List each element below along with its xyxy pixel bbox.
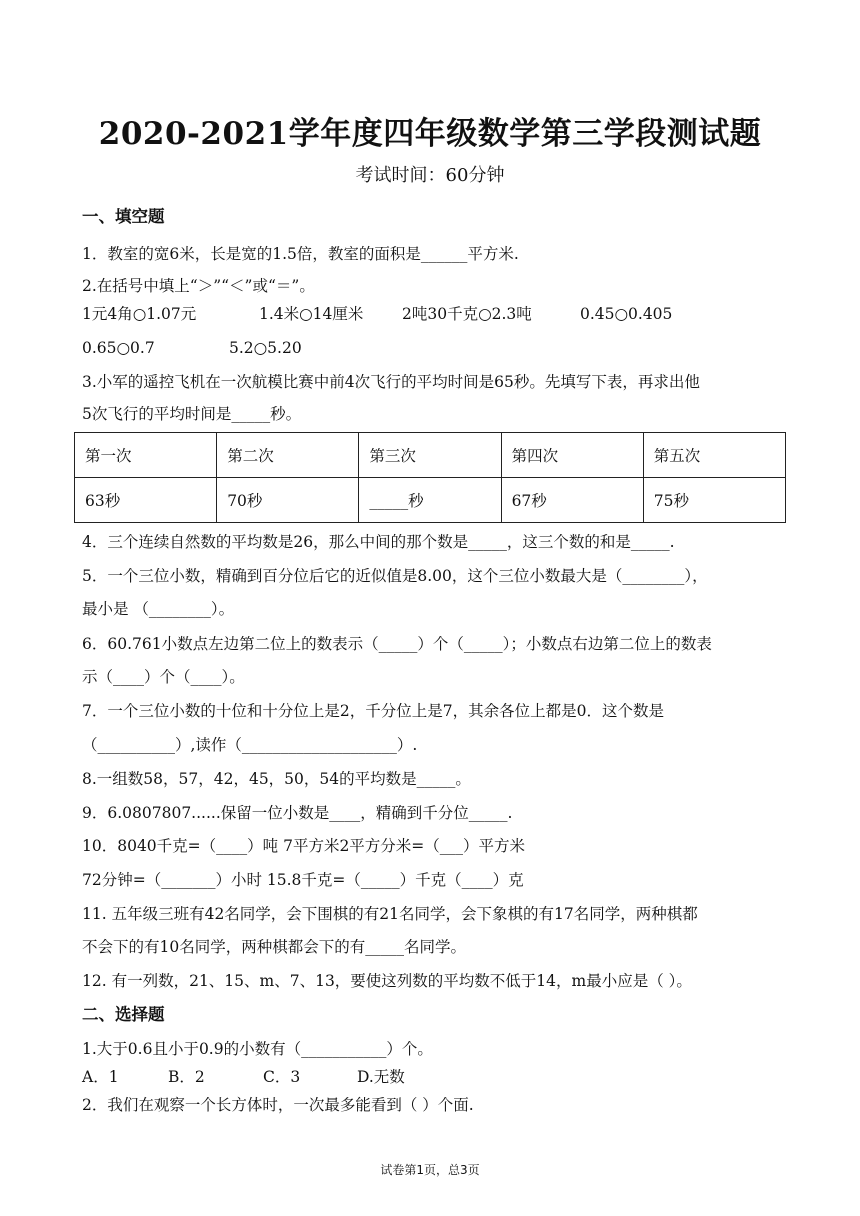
question-8: 8.一组数58，57，42，45，50，54的平均数是_____。 <box>82 770 471 788</box>
question-12: 12. 有一列数，21、15、m、7、13，要使这列数的平均数不低于14，m最小应是（ ）。 <box>82 972 692 990</box>
question-2: 2.在括号中填上“＞”“＜”或“＝”。 <box>82 277 315 295</box>
choice-option-d: D.无数 <box>357 1068 405 1086</box>
table-header-cell: 第三次 <box>359 433 501 478</box>
table-row <box>75 478 786 523</box>
page-footer: 试卷第1页，总3页 <box>380 1163 480 1177</box>
question-7-line-2: （__________）,读作（____________________）. <box>82 736 418 754</box>
question-9: 9．6.0807807......保留一位小数是____，精确到千分位_____. <box>82 804 513 822</box>
question-11-line-2: 不会下的有10名同学，两种棋都会下的有_____名同学。 <box>82 938 466 956</box>
compare-item: 0.45○0.405 <box>580 305 673 323</box>
table-cell: 70秒 <box>217 478 359 523</box>
table-header-cell: 第五次 <box>643 433 785 478</box>
question-6-line-1: 6．60.761小数点左边第二位上的数表示（_____）个（_____）；小数点右边第二位上的数表 <box>82 635 712 653</box>
choice-option-c: C．3 <box>263 1068 301 1086</box>
compare-item: 1元4角○1.07元 <box>82 305 197 323</box>
table-header-cell: 第二次 <box>217 433 359 478</box>
question-3-line-2: 5次飞行的平均时间是_____秒。 <box>82 405 302 423</box>
question-10-line-1: 10．8040千克=（____）吨 7平方米2平方分米=（___）平方米 <box>82 837 526 855</box>
exam-duration: 考试时间：60分钟 <box>355 165 505 186</box>
question-5-line-2: 最小是 （________）。 <box>82 600 235 618</box>
flight-time-table <box>74 432 786 523</box>
question-6-line-2: 示（____）个（____）。 <box>82 668 245 686</box>
section-choice-heading: 二、选择题 <box>82 1005 165 1024</box>
table-cell: _____秒 <box>359 478 501 523</box>
table-cell: 63秒 <box>75 478 217 523</box>
table-header-row <box>75 433 786 478</box>
compare-item: 0.65○0.7 <box>82 339 155 357</box>
page-title: 2020-2021学年度四年级数学第三学段测试题 <box>98 116 762 152</box>
choice-option-a: A．1 <box>82 1068 119 1086</box>
question-3-line-1: 3.小军的遥控飞机在一次航模比赛中前4次飞行的平均时间是65秒。先填写下表，再求出他 <box>82 373 700 391</box>
question-5-line-1: 5．一个三位小数，精确到百分位后它的近似值是8.00，这个三位小数最大是（________）， <box>82 567 708 585</box>
question-1: 1．教室的宽6米，长是宽的1.5倍，教室的面积是______平方米. <box>82 245 519 263</box>
table-header-cell: 第一次 <box>75 433 217 478</box>
table-cell: 75秒 <box>643 478 785 523</box>
table-header-cell: 第四次 <box>501 433 643 478</box>
question-7-line-1: 7．一个三位小数的十位和十分位上是2，千分位上是7，其余各位上都是0．这个数是 <box>82 702 664 720</box>
choice-question-2: 2．我们在观察一个长方体时，一次最多能看到（ ）个面. <box>82 1096 474 1114</box>
question-11-line-1: 11. 五年级三班有42名同学，会下围棋的有21名同学，会下象棋的有17名同学，两种棋都 <box>82 905 698 923</box>
question-4: 4．三个连续自然数的平均数是26，那么中间的那个数是_____，这三个数的和是_____. <box>82 533 675 551</box>
table-cell: 67秒 <box>501 478 643 523</box>
choice-option-b: B．2 <box>168 1068 205 1086</box>
question-10-line-2: 72分钟=（_______）小时 15.8千克=（_____）千克（____）克 <box>82 871 524 889</box>
section-fill-in-heading: 一、填空题 <box>82 207 165 226</box>
compare-item: 5.2○5.20 <box>229 339 302 357</box>
compare-item: 1.4米○14厘米 <box>259 305 364 323</box>
choice-question-1: 1.大于0.6且小于0.9的小数有（___________）个。 <box>82 1040 433 1058</box>
compare-item: 2吨30千克○2.3吨 <box>402 305 532 323</box>
